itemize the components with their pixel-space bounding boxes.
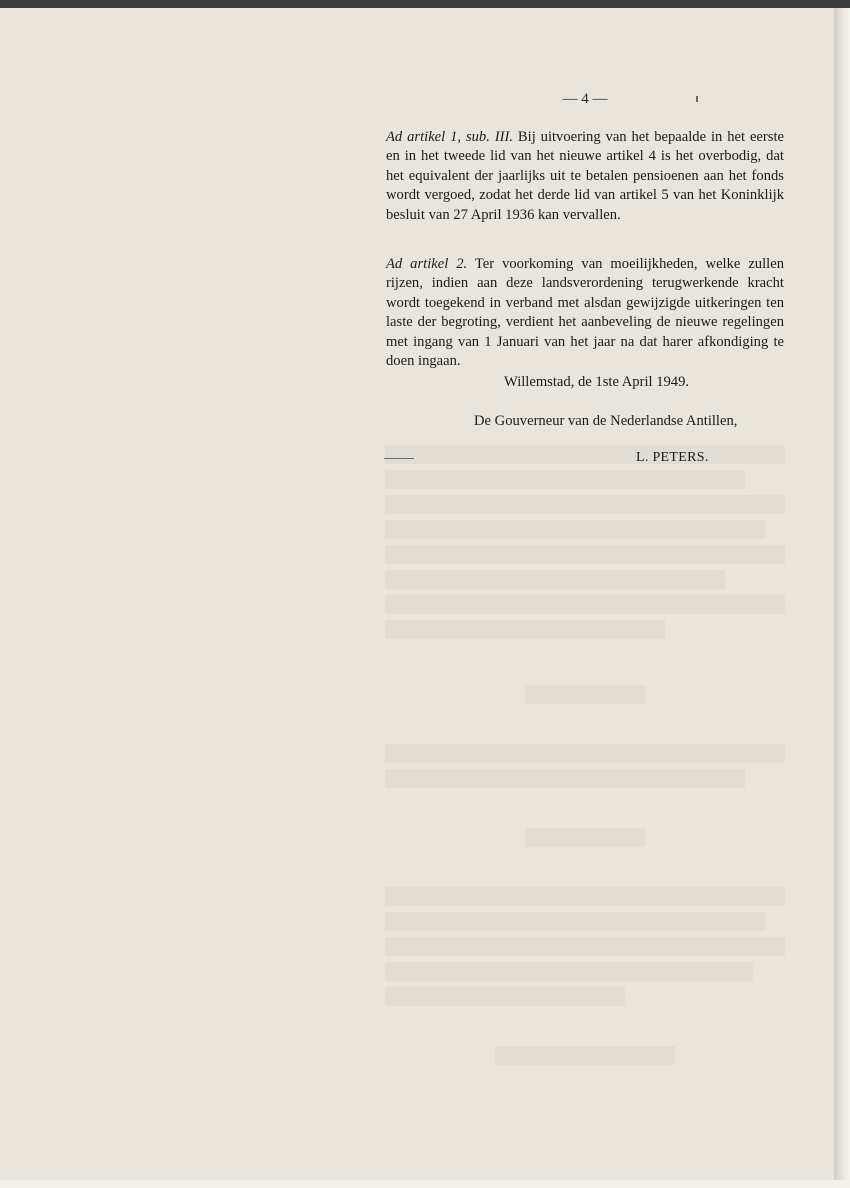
page-bottom-edge [0, 1180, 850, 1188]
note-article-2 [386, 255, 784, 371]
note-article-1-sub-iii [386, 128, 784, 225]
place-and-date: Willemstad, de 1ste April 1949. [504, 374, 690, 390]
signatory-office: De Gouverneur van de Nederlandse Antillen, [474, 413, 738, 429]
page-stack-edge [836, 8, 850, 1188]
paper-speck [696, 96, 698, 102]
page-number: — 4 — [562, 91, 608, 107]
signatory-name: L. PETERS. [636, 450, 709, 465]
note-body: Bij uitvoering van het bepaalde in het eerste en in het tweede lid van het nieuwe artikel 4 is het overbodig, dat het equivalent der jaarlijks uit te betalen pensioenen aan het fonds wordt vergoed, zodat het derde lid van artikel 5 van het Koninklijk besluit van 27 April 1936 kan vervallen. [386, 129, 784, 223]
note-heading: Ad artikel 2. [386, 256, 468, 272]
signature-dash [384, 458, 414, 459]
note-body: Ter voorkoming van moeilijkheden, welke zullen rijzen, indien aan deze landsverordening terugwerkende kracht wordt toegekend in verband met alsdan gewijzigde uitkeringen ten laste der begroting, verdient het aanbeveling de nieuwe regelingen met ingang van 1 Januari van het jaar na dat harer afkondiging te doen ingaan. [386, 256, 784, 370]
note-heading: Ad artikel 1, sub. III. [386, 129, 513, 145]
